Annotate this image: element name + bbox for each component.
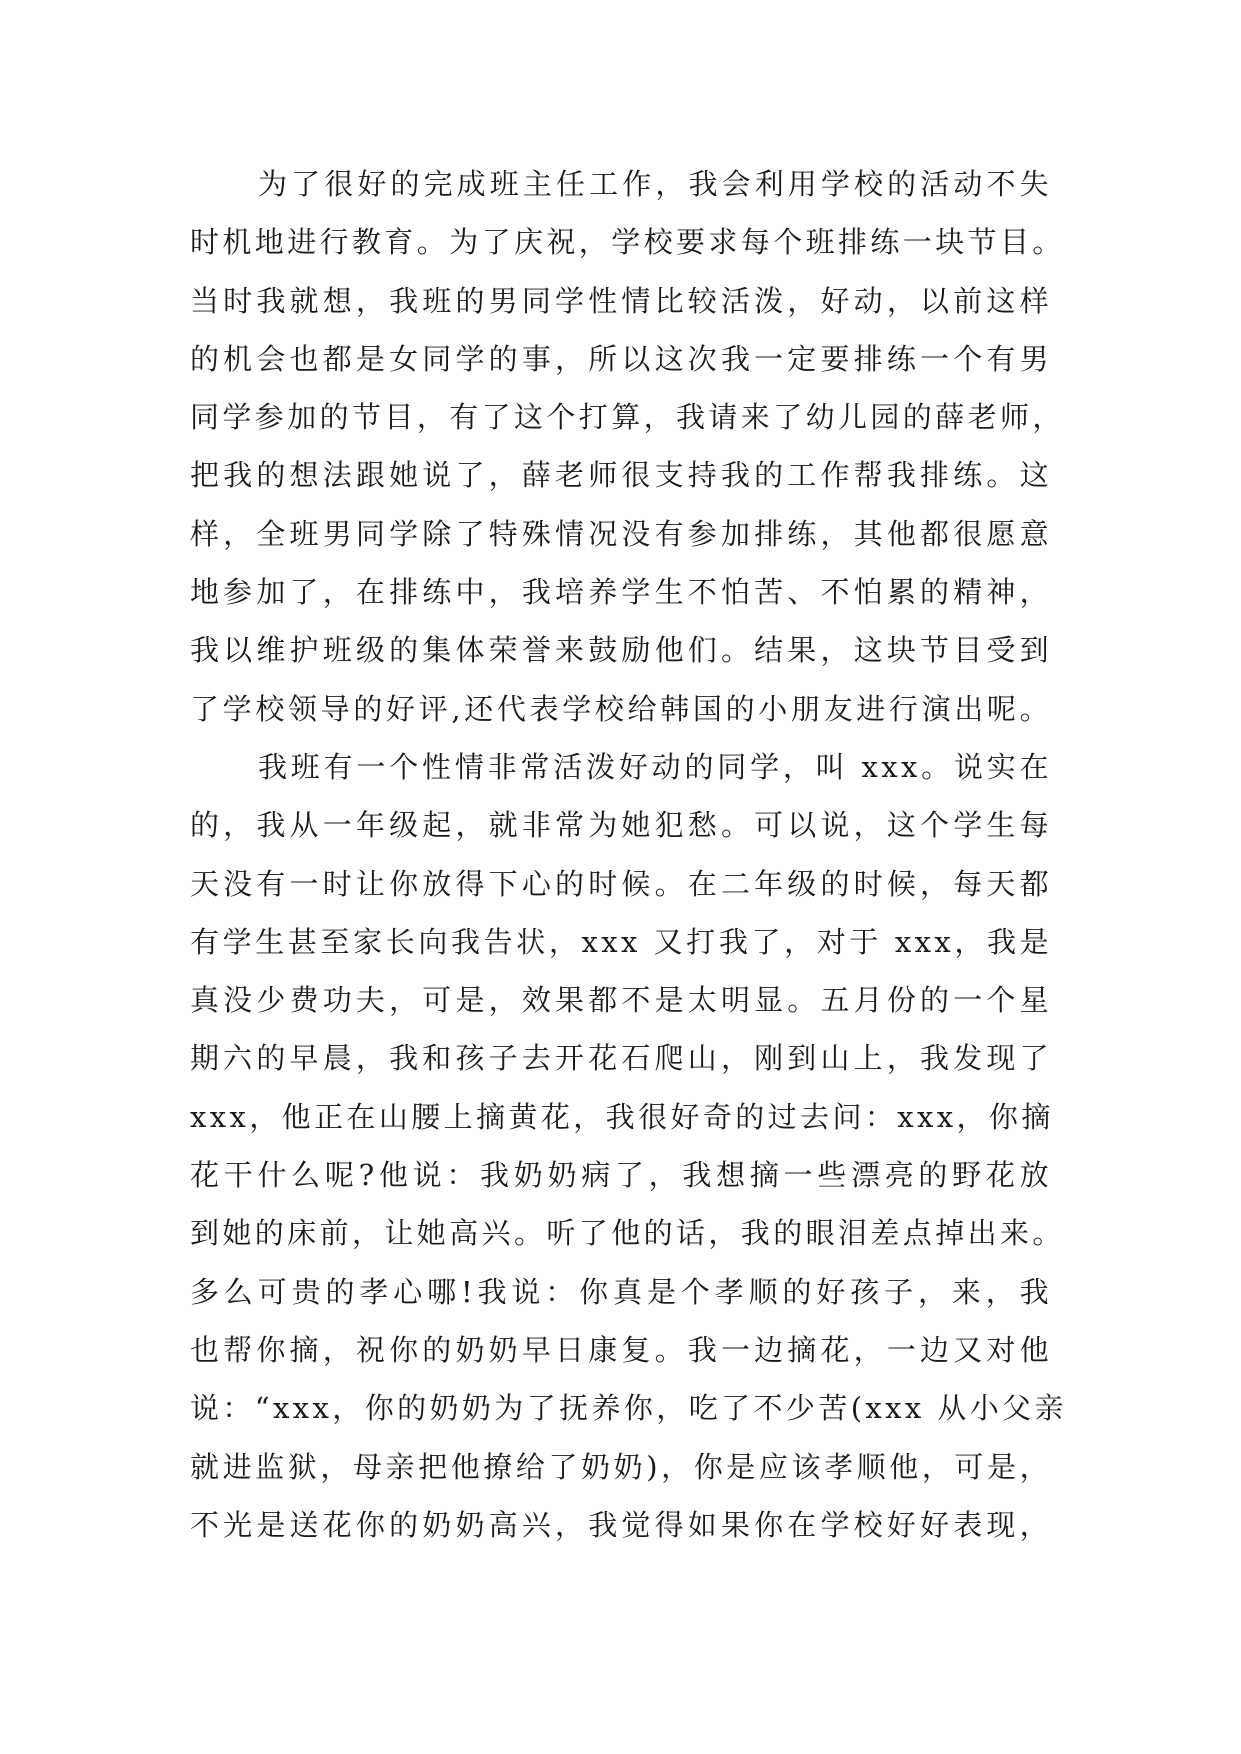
text-line: xxx，他正在山腰上摘黄花，我很好奇的过去问：xxx，你摘 (190, 1099, 1054, 1134)
text-line: 同学参加的节目，有了这个打算，我请来了幼儿园的薛老师， (190, 400, 1065, 435)
text-line: 地参加了，在排练中，我培养学生不怕苦、不怕累的精神， (190, 575, 1052, 610)
text-line: 我以维护班级的集体荣誉来鼓励他们。结果，这块节目受到 (190, 633, 1052, 668)
text-line: 的，我从一年级起，就非常为她犯愁。可以说，这个学生每 (190, 808, 1052, 843)
text-line: 时机地进行教育。为了庆祝，学校要求每个班排练一块节目。 (190, 225, 1065, 260)
text-line: 样，全班男同学除了特殊情况没有参加排练，其他都很愿意 (190, 516, 1052, 551)
document-page (190, 155, 1067, 1554)
text-line: 也帮你摘，祝你的奶奶早日康复。我一边摘花，一边又对他 (190, 1332, 1052, 1367)
paragraph-student-story (190, 738, 1067, 1554)
text-line: 真没少费功夫，可是，效果都不是太明显。五月份的一个星 (190, 983, 1052, 1018)
text-line: 有学生甚至家长向我告状，xxx 又打我了，对于 xxx，我是 (190, 924, 1052, 959)
text-line: 不光是送花你的奶奶高兴，我觉得如果你在学校好好表现， (190, 1507, 1052, 1542)
text-line: 当时我就想，我班的男同学性情比较活泼，好动，以前这样 (190, 283, 1052, 318)
text-line: 为了很好的完成班主任工作，我会利用学校的活动不失 (258, 167, 1052, 201)
text-line: 花干什么呢?他说：我奶奶病了，我想摘一些漂亮的野花放 (190, 1158, 1052, 1193)
text-line: 到她的床前，让她高兴。听了他的话，我的眼泪差点掉出来。 (190, 1216, 1065, 1251)
text-line: 说：“xxx，你的奶奶为了抚养你，吃了不少苦(xxx 从小父亲 (190, 1391, 1067, 1426)
text-line: 多么可贵的孝心哪!我说：你真是个孝顺的好孩子，来，我 (190, 1274, 1052, 1309)
text-line: 把我的想法跟她说了，薛老师很支持我的工作帮我排练。这 (190, 458, 1052, 493)
text-line: 天没有一时让你放得下心的时候。在二年级的时候，每天都 (190, 866, 1052, 901)
text-line: 了学校领导的好评,还代表学校给韩国的小朋友进行演出呢。 (190, 691, 1052, 726)
text-line: 的机会也都是女同学的事，所以这次我一定要排练一个有男 (190, 341, 1052, 376)
text-line: 期六的早晨，我和孩子去开花石爬山，刚到山上，我发现了 (190, 1041, 1052, 1076)
text-line: 我班有一个性情非常活泼好动的同学，叫 xxx。说实在 (258, 749, 1052, 784)
paragraph-class-performance (190, 155, 1065, 738)
text-line: 就进监狱，母亲把他撩给了奶奶)，你是应该孝顺他，可是， (190, 1449, 1052, 1484)
